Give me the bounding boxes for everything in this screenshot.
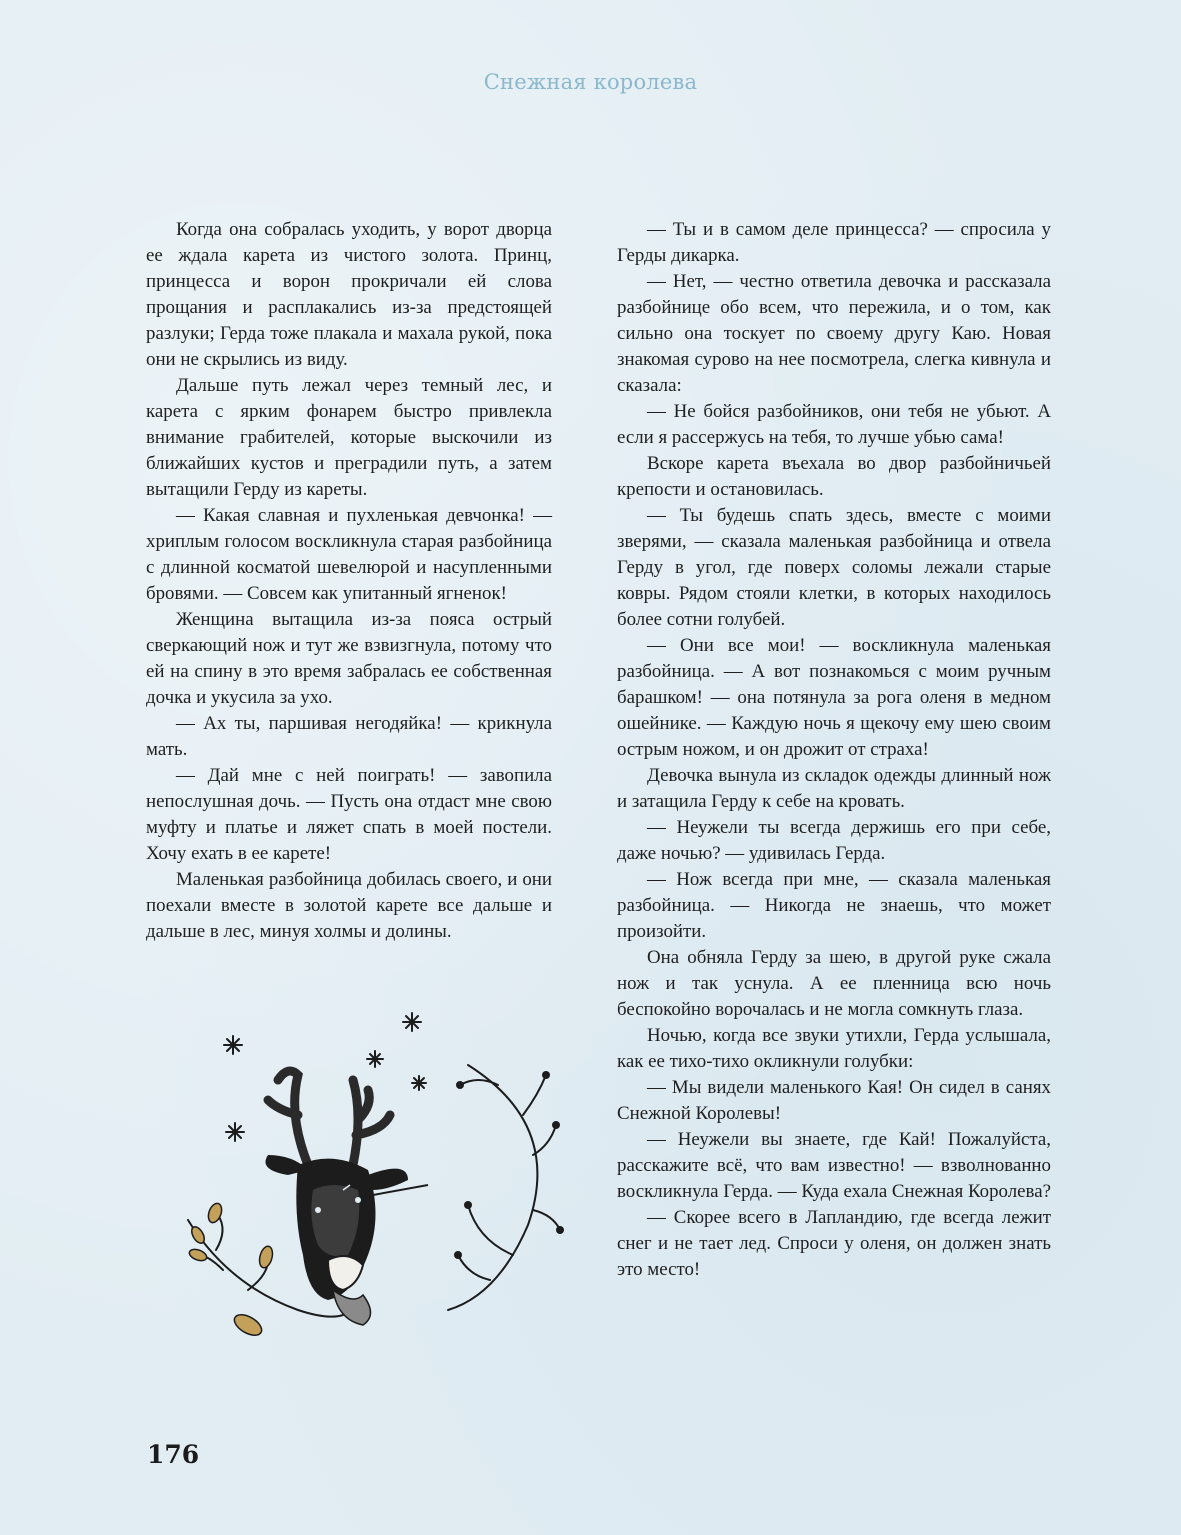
paragraph: Женщина вытащила из-за пояса острый сверкающий нож и тут же взвизгнула, потому что ей на спину в это время забралась ее собственная дочка и укусила за ухо.: [146, 609, 552, 708]
snowflake-icon: [412, 1076, 426, 1090]
paragraph: — Ах ты, паршивая негодяйка! — крикнула мать.: [146, 713, 552, 760]
snowflake-icon: [403, 1013, 421, 1031]
paragraph: Дальше путь лежал через темный лес, и карета с ярким фонарем быстро привлекла внимание грабителей, которые выскочили из ближайших кустов и преградили путь, а затем вытащили Герду из кареты.: [146, 375, 552, 500]
paragraph: Ночью, когда все звуки утихли, Герда услышала, как ее тихо-тихо окликнули голубки:: [617, 1025, 1051, 1072]
paragraph: Когда она собралась уходить, у ворот дворца ее ждала карета из чистого золота. Принц, принцесса и ворон прокричали ей слова прощания и расплакались из-за предстоящей разлуки; Герда тоже плакала и махала рукой, пока они не скрылись из виду.: [146, 219, 552, 370]
page-number: 176: [147, 1440, 200, 1469]
paragraph: — Ты и в самом деле принцесса? — спросила у Герды дикарка.: [617, 219, 1051, 266]
paragraph: Вскоре карета въехала во двор разбойничьей крепости и остановилась.: [617, 453, 1051, 500]
running-head-title: Снежная королева: [483, 70, 698, 94]
paragraph: Она обняла Герду за шею, в другой руке сжала нож и так уснула. А ее пленница всю ночь беспокойно ворочалась и не могла сомкнуть глаза.: [617, 947, 1051, 1020]
paragraph: — Ты будешь спать здесь, вместе с моими зверями, — сказала маленькая разбойница и отвела Герду в угол, где поверх соломы лежали старые ковры. Рядом стояли клетки, в которых находилось более сотни голубей.: [617, 505, 1051, 630]
branch-icon: [448, 1065, 537, 1310]
paragraph: — Нож всегда при мне, — сказала маленькая разбойница. — Никогда не знаешь, что может произойти.: [617, 869, 1051, 942]
reindeer-head-icon: [266, 1155, 429, 1325]
paragraph: Девочка вынула из складок одежды длинный нож и затащила Герду к себе на кровать.: [617, 765, 1051, 812]
paragraph: — Неужели ты всегда держишь его при себе, даже ночью? — удивилась Герда.: [617, 817, 1051, 864]
paragraph: — Скорее всего в Лапландию, где всегда лежит снег и не тает лед. Спроси у оленя, он должен знать это место!: [617, 1207, 1051, 1280]
snowflake-icon: [226, 1123, 244, 1141]
paragraph: Маленькая разбойница добилась своего, и они поехали вместе в золотой карете все дальше и дальше в лес, минуя холмы и долины.: [146, 869, 552, 942]
paragraph: — Какая славная и пухленькая девчонка! — хриплым голосом воскликнула старая разбойница с длинной косматой шевелюрой и насупленными бровями. — Совсем как упитанный ягненок!: [146, 505, 552, 604]
right-text-column: [617, 217, 1051, 1283]
left-text-column: [146, 217, 552, 945]
paragraph: — Дай мне с ней поиграть! — завопила непослушная дочь. — Пусть она отдаст мне свою муфту и платье и ляжет спать в моей постели. Хочу ехать в ее карете!: [146, 765, 552, 864]
snowflake-icon: [367, 1051, 383, 1067]
paragraph: — Мы видели маленького Кая! Он сидел в санях Снежной Королевы!: [617, 1077, 1051, 1124]
paragraph: — Нет, — честно ответила девочка и рассказала разбойнице обо всем, что пережила, и о том, как сильно она тоскует по своему другу Каю. Новая знакомая сурово на нее посмотрела, слегка кивнула и сказала:: [617, 271, 1051, 396]
reindeer-illustration: [168, 1005, 568, 1370]
snowflake-icon: [224, 1036, 242, 1054]
paragraph: — Не бойся разбойников, они тебя не убьют. А если я рассержусь на тебя, то лучше убью сама!: [617, 401, 1051, 448]
paragraph: — Неужели вы знаете, где Кай! Пожалуйста, расскажите всё, что вам известно! — взволнованно воскликнула Герда. — Куда ехала Снежная Королева?: [617, 1129, 1051, 1202]
paragraph: — Они все мои! — воскликнула маленькая разбойница. — А вот познакомься с моим ручным барашком! — она потянула за рога оленя в медном ошейнике. — Каждую ночь я щекочу ему шею своим острым ножом, и он дрожит от страха!: [617, 635, 1051, 760]
